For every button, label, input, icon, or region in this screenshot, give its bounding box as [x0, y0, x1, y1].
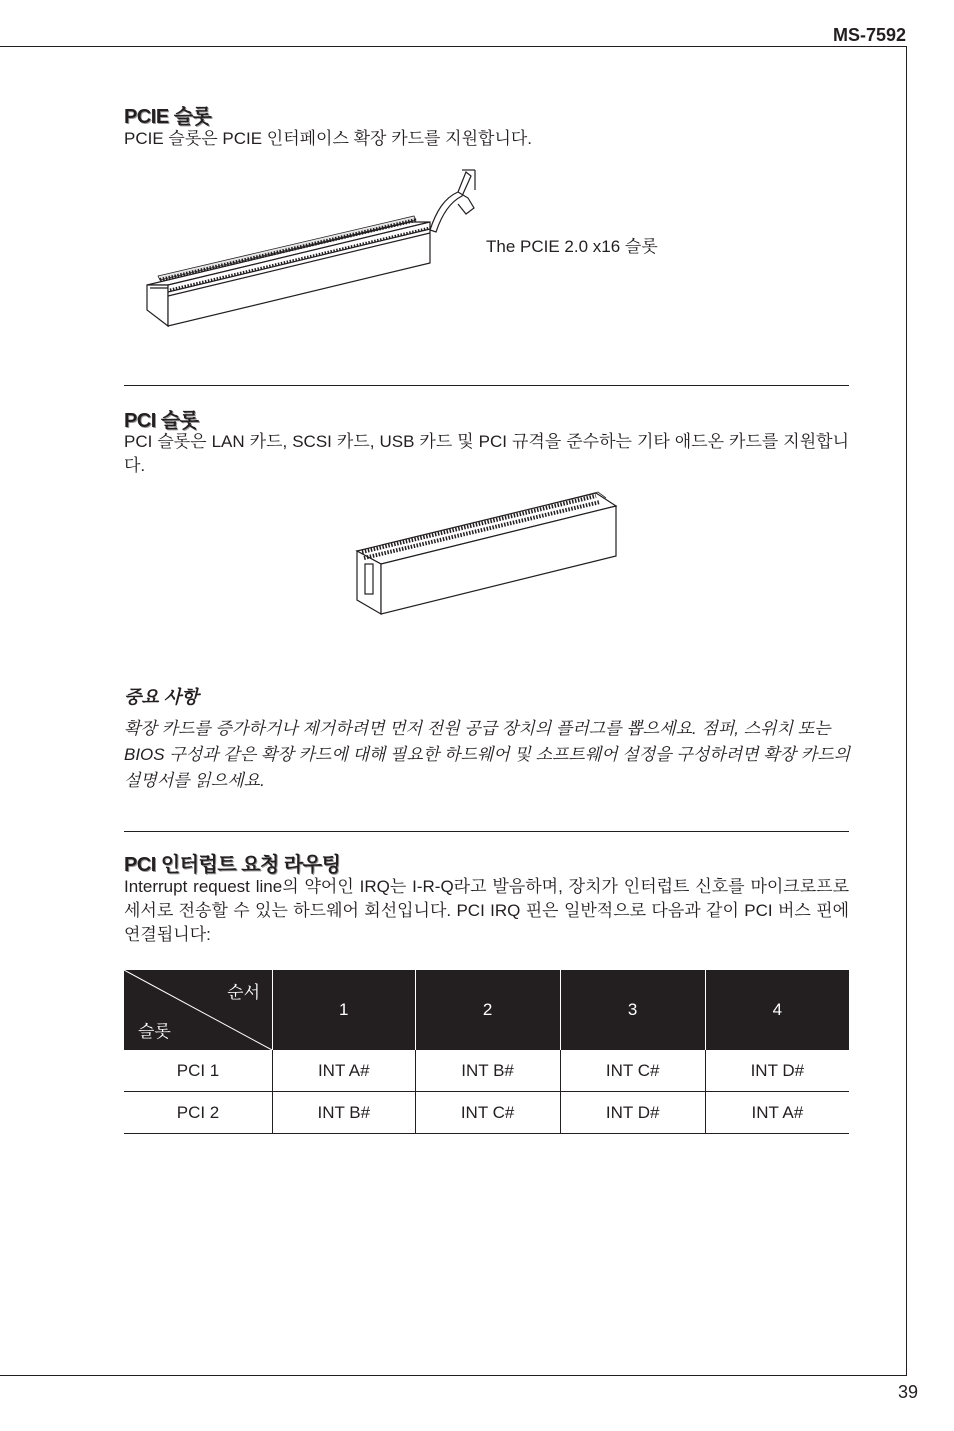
footer-rule	[0, 1375, 907, 1376]
column-header: 3	[560, 970, 705, 1050]
pcie-slot-callout: The PCIE 2.0 x16 슬롯	[486, 237, 658, 256]
section-divider-1	[124, 385, 849, 386]
column-header: 1	[273, 970, 416, 1050]
table-cell: INT D#	[705, 1050, 849, 1092]
model-number: MS-7592	[832, 25, 906, 45]
column-header: 4	[705, 970, 849, 1050]
table-cell: INT A#	[273, 1050, 416, 1092]
slot-cell: PCI 1	[124, 1050, 273, 1092]
table-row	[124, 1092, 849, 1134]
table-header-row	[124, 970, 849, 1050]
header-rule	[0, 46, 907, 47]
pcie-heading: PCIE 슬롯	[124, 106, 212, 128]
pci-heading: PCI 슬롯	[124, 410, 199, 432]
irq-heading: PCI 인터럽트 요청 라우팅	[124, 854, 341, 876]
note-title: 중요 사항	[124, 687, 199, 707]
slot-cell: PCI 2	[124, 1092, 273, 1134]
table-cell: INT A#	[705, 1092, 849, 1134]
irq-routing-table	[124, 970, 849, 1134]
irq-description: Interrupt request line의 약어인 IRQ는 I-R-Q라고 발음하며, 장치가 인터럽트 신호를 마이크로프로세서로 전송할 수 있는 하드웨어 회선입니다. PCI IRQ 핀은 일반적으로 다음과 같이 PCI 버스 핀에 연결됩니다:	[124, 877, 849, 944]
page-number: 39	[897, 1382, 918, 1402]
table-cell: INT B#	[415, 1050, 560, 1092]
pci-slot-illustration	[350, 486, 622, 618]
section-divider-2	[124, 831, 849, 832]
table-cell: INT B#	[273, 1092, 416, 1134]
note-text: 확장 카드를 증가하거나 제거하려면 먼저 전원 공급 장치의 플러그를 뽑으세요. 점퍼, 스위치 또는 BIOS 구성과 같은 확장 카드에 대해 필요한 하드웨어 및 소프트웨어 설정을 구성하려면 확장 카드의 설명서를 읽으세요.	[124, 719, 851, 790]
column-header: 2	[415, 970, 560, 1050]
right-margin-rule	[906, 46, 907, 1376]
table-corner-cell	[124, 970, 273, 1050]
table-cell: INT C#	[560, 1050, 705, 1092]
pcie-slot-illustration	[140, 160, 490, 330]
table-cell: INT D#	[560, 1092, 705, 1134]
table-cell: INT C#	[415, 1092, 560, 1134]
table-row	[124, 1050, 849, 1092]
pci-description: PCI 슬롯은 LAN 카드, SCSI 카드, USB 카드 및 PCI 규격을 준수하는 기타 애드온 카드를 지원합니다.	[124, 432, 849, 475]
corner-slot-label: 슬롯	[138, 1022, 171, 1041]
pcie-description: PCIE 슬롯은 PCIE 인터페이스 확장 카드를 지원합니다.	[124, 129, 533, 148]
corner-order-label: 순서	[227, 983, 260, 1002]
